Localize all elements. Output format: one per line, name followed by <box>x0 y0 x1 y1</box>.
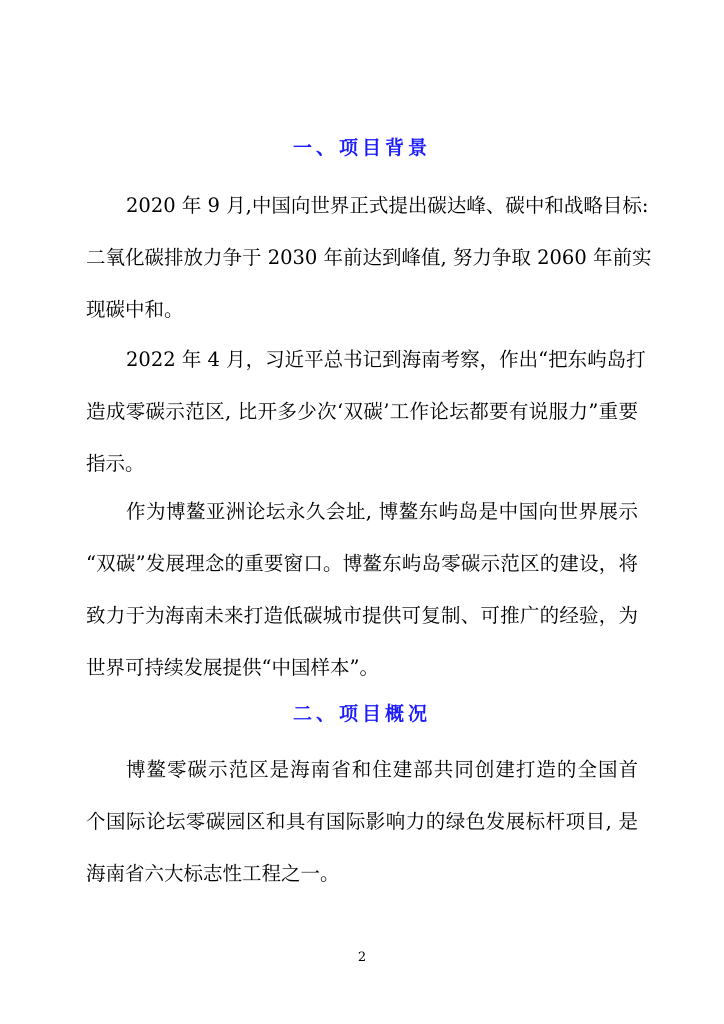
paragraph-project-overview <box>86 744 638 900</box>
section-heading-background: 一、项目背景 <box>292 137 431 159</box>
paragraph-line: 世界可持续发展提供“中国样本”。 <box>86 656 379 679</box>
paragraph-line: 作为博鳌亚洲论坛永久会址, 博鳌东屿岛是中国向世界展示 <box>126 500 638 523</box>
paragraph-line: 造成零碳示范区, 比开多少次‘双碳’工作论坛都要有说服力”重要 <box>86 400 638 423</box>
paragraph-carbon-goals <box>86 180 652 336</box>
paragraph-boao-forum <box>86 486 638 694</box>
page-number: 2 <box>357 950 367 965</box>
paragraph-line: 博鳌零碳示范区是海南省和住建部共同创建打造的全国首 <box>126 758 638 781</box>
paragraph-line: 指示。 <box>86 452 145 475</box>
paragraph-line: 二氧化碳排放力争于 2030 年前达到峰值, 努力争取 2060 年前实 <box>86 246 652 269</box>
paragraph-inspection <box>86 334 646 490</box>
paragraph-line: 致力于为海南未来打造低碳城市提供可复制、可推广的经验，为 <box>86 604 638 627</box>
paragraph-line: 2020 年 9 月,中国向世界正式提出碳达峰、碳中和战略目标: <box>126 194 649 217</box>
paragraph-line: 现碳中和。 <box>86 298 184 321</box>
paragraph-line: 2022 年 4 月，习近平总书记到海南考察，作出“把东屿岛打 <box>126 348 646 371</box>
paragraph-line: 海南省六大标志性工程之一。 <box>86 862 340 885</box>
paragraph-line: 个国际论坛零碳园区和具有国际影响力的绿色发展标杆项目, 是 <box>86 810 638 833</box>
section-heading-overview: 二、项目概况 <box>292 703 431 725</box>
paragraph-line: “双碳”发展理念的重要窗口。博鳌东屿岛零碳示范区的建设，将 <box>86 552 638 575</box>
